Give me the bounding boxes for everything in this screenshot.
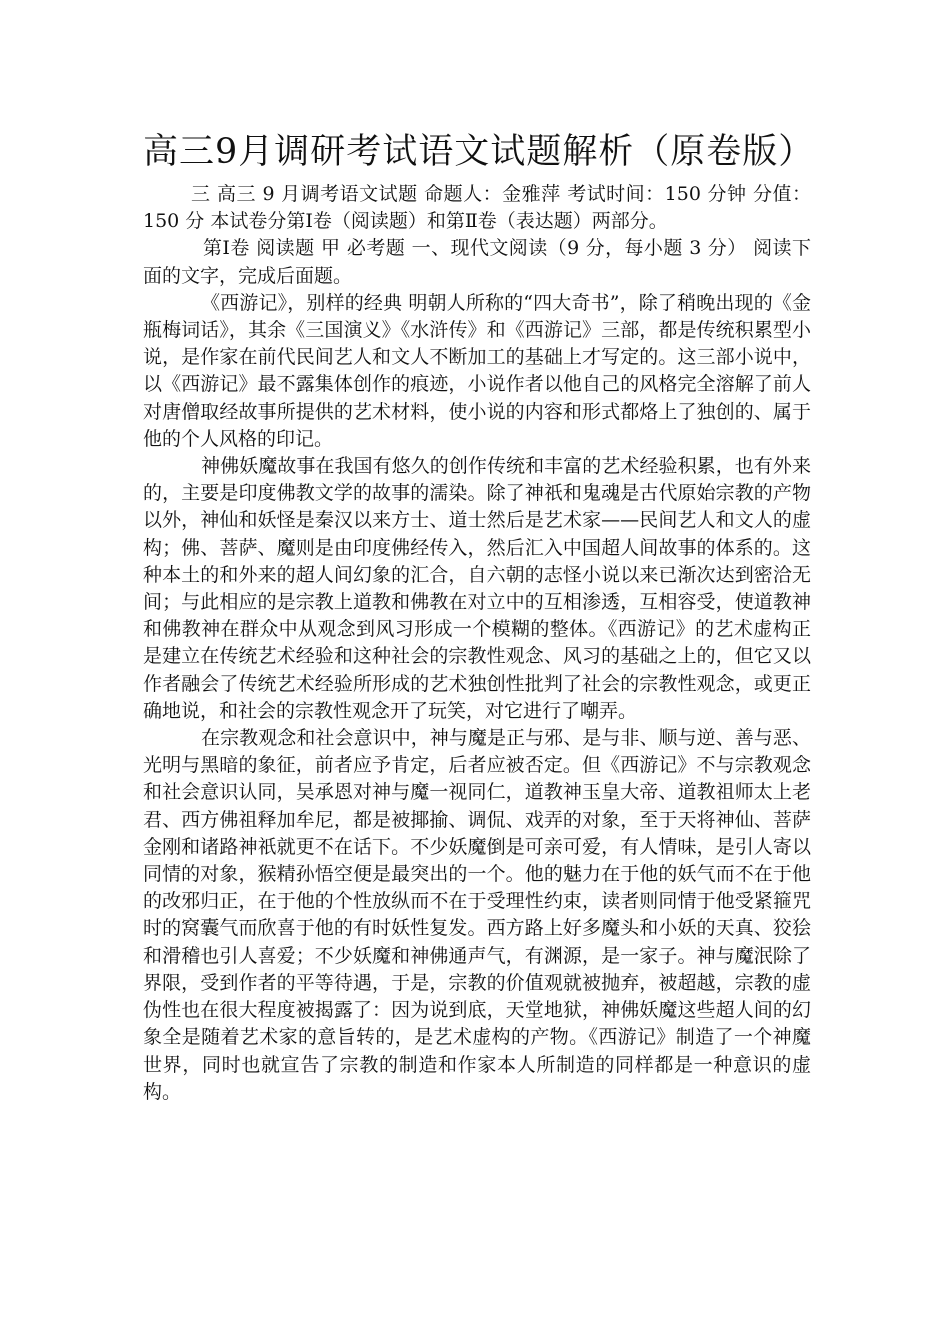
document-title: 高三9月调研考试语文试题解析（原卷版） [143,132,815,172]
document-page [143,128,815,1106]
paragraph-2: 神佛妖魔故事在我国有悠久的创作传统和丰富的艺术经验积累，也有外来的，主要是印度佛教文学的故事的濡染。除了神祇和鬼魂是古代原始宗教的产物以外，神仙和妖怪是秦汉以来方士、道士然后是艺术家——民间艺人和文人的虚构；佛、菩萨、魔则是由印度佛经传入，然后汇入中国超人间故事的体系的。这种本土的和外来的超人间幻象的汇合，自六朝的志怪小说以来已渐次达到密洽无间；与此相应的是宗教上道教和佛教在对立中的互相渗透，互相容受，使道教神和佛教神在群众中从观念到风习形成一个模糊的整体。《西游记》的艺术虚构正是建立在传统艺术经验和这种社会的宗教性观念、风习的基础之上的，但它又以作者融会了传统艺术经验所形成的艺术独创性批判了社会的宗教性观念，或更正确地说，和社会的宗教性观念开了玩笑，对它进行了嘲弄。 [143,455,811,722]
exam-intro: 三 高三 9 月调考语文试题 命题人：金雅萍 考试时间：150 分钟 分值：150 分 本试卷分第Ⅰ卷（阅读题）和第Ⅱ卷（表达题）两部分。 [143,183,811,233]
paragraph-3: 在宗教观念和社会意识中，神与魔是正与邪、是与非、顺与逆、善与恶、光明与黑暗的象征，前者应予肯定，后者应被否定。但《西游记》不与宗教观念和社会意识认同，吴承恩对神与魔一视同仁，道教神玉皇大帝、道教祖师太上老君、西方佛祖释加牟尼，都是被揶揄、调侃、戏弄的对象，至于天将神仙、菩萨金刚和诸路神祇就更不在话下。不少妖魔倒是可亲可爱，有人情味，是引人寄以同情的对象，猴精孙悟空便是最突出的一个。他的魅力在于他的妖气而不在于他的改邪归正，在于他的个性放纵而不在于受理性约束，读者则同情于他受紧箍咒时的窝囊气而欣喜于他的有时妖性复发。西方路上好多魔头和小妖的天真、狡狯和滑稽也引人喜爱；不少妖魔和神佛通声气，有渊源，是一家子。神与魔泯除了界限，受到作者的平等待遇，于是，宗教的价值观就被抛弃，被超越，宗教的虚伪性也在很大程度被揭露了：因为说到底，天堂地狱，神佛妖魔这些超人间的幻象全是随着艺术家的意旨转的，是艺术虚构的产物。《西游记》制造了一个神魔世界，同时也就宣告了宗教的制造和作家本人所制造的同样都是一种意识的虚构。 [143,727,811,1103]
section-heading: 第Ⅰ卷 阅读题 甲 必考题 一、现代文阅读（9 分，每小题 3 分） 阅读下面的文字，完成后面题。 [143,237,811,287]
paragraph-1: 《西游记》，别样的经典 明朝人所称的“四大奇书”，除了稍晚出现的《金瓶梅词话》，其余《三国演义》《水浒传》和《西游记》三部，都是传统积累型小说，是作家在前代民间艺人和文人不断加工的基础上才写定的。这三部小说中，以《西游记》最不露集体创作的痕迹，小说作者以他自己的风格完全溶解了前人对唐僧取经故事所提供的艺术材料，使小说的内容和形式都烙上了独创的、属于他的个人风格的印记。 [143,291,811,450]
